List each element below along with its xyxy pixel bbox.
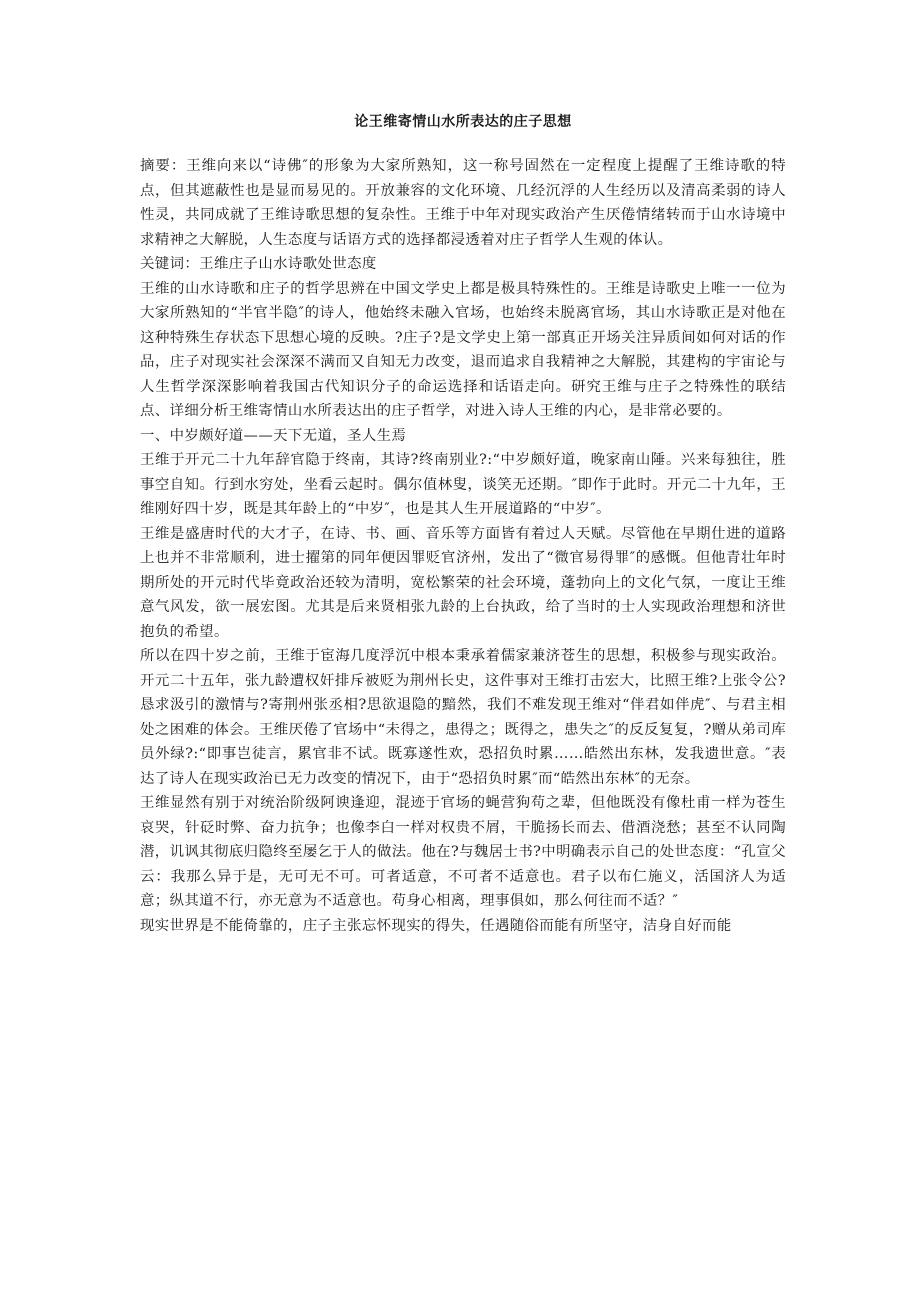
body-paragraph: 王维于开元二十九年辞官隐于终南，其诗?终南别业?:“中岁颇好道，晚家南山陲。兴来每独往，胜事空自知。行到水穷处，坐看云起时。偶尔值林叟，谈笑无还期。″即作于此时。开元二十九年，王维刚好四十岁，既是其年龄上的“中岁″，也是其人生开展道路的“中岁″。	[140, 452, 786, 517]
body-paragraph: 现实世界是不能倚靠的，庄子主张忘怀现实的得失，任遇随俗而能有所坚守，洁身自好而能	[140, 917, 732, 934]
section-heading: 一、中岁颇好道——天下无道，圣人生焉	[140, 427, 407, 444]
keywords-paragraph: 关键词：王维庄子山水诗歌处世态度	[140, 256, 377, 272]
body-paragraph: 王维的山水诗歌和庄子的哲学思辨在中国文学史上都是极具特殊性的。王维是诗歌史上唯一一位为大家所熟知的“半官半隐″的诗人，他始终未融入官场，也始终未脱离官场，其山水诗歌正是对他在这种特殊生存状态下思想心境的反映。?庄子?是文学史上第一部真正开场关注异质间如何对话的作品，庄子对现实社会深深不满而又自知无力改变，退而追求自我精神之大解脱，其建构的宇宙论与人生哲学深深影响着我国古代知识分子的命运选择和话语走向。研究王维与庄子之特殊性的联结点、详细分析王维寄情山水所表达出的庄子哲学，对进入诗人王维的内心，是非常必要的。	[140, 280, 786, 419]
body-paragraph: 所以在四十岁之前，王维于宦海几度浮沉中根本秉承着儒家兼济苍生的思想，积极参与现实政治。开元二十五年，张九龄遭权奸排斥被贬为荆州长史，这件事对王维打击宏大，比照王维?上张令公?恳求汲引的激情与?寄荆州张丞相?思欲退隐的黯然，我们不难发现王维对“伴君如伴虎″、与君主相处之困难的体会。王维厌倦了官场中“未得之，患得之；既得之，患失之″的反反复复，?赠从弟司库员外绿?:“即事岂徒言，累官非不试。既寡遂性欢，恐招负时累……皓然出东林，发我遗世意。″表达了诗人在现实政治已无力改变的情况下，由于“恐招负时累″而“皓然出东林″的无奈。	[140, 648, 786, 787]
document-title: 论王维寄情山水所表达的庄子思想	[354, 114, 572, 130]
document-page	[140, 112, 786, 938]
body-paragraph: 王维显然有别于对统治阶级阿谀逢迎，混迹于官场的蝇营狗苟之辈，但他既没有像杜甫一样为苍生哀哭，针砭时弊、奋力抗争；也像李白一样对权贵不屑，干脆扬长而去、借酒浇愁；甚至不认同陶潜，讥讽其彻底归隐终至屡乞于人的做法。他在?与魏居士书?中明确表示自己的处世态度：“孔宣父云：我那么异于是，无可无不可。可者适意，不可者不适意也。君子以布仁施义，活国济人为适意；纵其道不行，亦无意为不适意也。苟身心相离，理事俱如，那么何往而不适？″	[140, 795, 786, 909]
body-paragraph: 王维是盛唐时代的大才子，在诗、书、画、音乐等方面皆有着过人天赋。尽管他在早期仕进的道路上也并不非常顺利，进士擢第的同年便因罪贬官济州，发出了“微官易得罪″的感慨。但他青壮年时期所处的开元时代毕竟政治还较为清明，宽松繁荣的社会环境，蓬勃向上的文化气氛，一度让王维意气风发，欲一展宏图。尤其是后来贤相张九龄的上台执政，给了当时的士人实现政治理想和济世抱负的希望。	[140, 525, 786, 640]
abstract-paragraph: 摘要：王维向来以“诗佛″的形象为大家所熟知，这一称号固然在一定程度上提醒了王维诗歌的特点，但其遮蔽性也是显而易见的。开放兼容的文化环境、几经沉浮的人生经历以及清高柔弱的诗人性灵，共同成就了王维诗歌思想的复杂性。王维于中年对现实政治产生厌倦情绪转而于山水诗境中求精神之大解脱，人生态度与话语方式的选择都浸透着对庄子哲学人生观的体认。	[140, 158, 786, 248]
